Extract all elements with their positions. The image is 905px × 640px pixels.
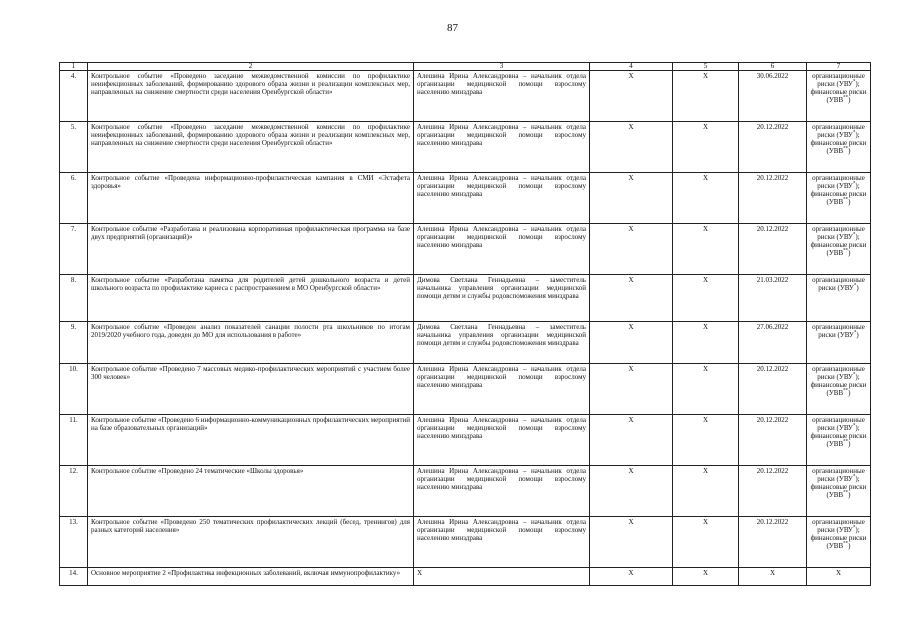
- row-col5-mark: Х: [673, 322, 739, 364]
- row-col4-mark: Х: [590, 568, 673, 586]
- row-date: 20.12.2022: [739, 173, 807, 224]
- row-description: Основное мероприятие 2 «Профилактика инфекционных заболеваний, включая иммунопрофилактику»: [88, 568, 414, 586]
- risk-footnote-mark: *: [852, 525, 856, 531]
- row-col4-mark: Х: [590, 275, 673, 322]
- row-col4-mark: Х: [590, 415, 673, 466]
- risk-footnote-mark: **: [843, 388, 849, 394]
- row-col4-mark: Х: [590, 517, 673, 568]
- row-description: Контрольное событие «Проведено заседание межведомственной комиссии по профилактике неинфекционных заболеваний, формированию здорового образа жизни и реализации комплексных мер, направленных на снижение смертности среди населения Оренбургской области»: [88, 122, 414, 173]
- risk-text: ); финансовые риски (УВВ: [810, 131, 867, 155]
- risk-text: организационные риски (УВУ: [812, 365, 865, 381]
- row-date: 20.12.2022: [739, 224, 807, 275]
- row-col4-mark: Х: [590, 364, 673, 415]
- row-col4-mark: Х: [590, 71, 673, 122]
- row-description: Контрольное событие «Проведена информационно-профилактическая кампания в СМИ «Эстафета здоровья»: [88, 173, 414, 224]
- row-risks: [807, 517, 871, 568]
- row-number: 10.: [60, 364, 88, 415]
- risk-footnote-mark: *: [853, 283, 857, 289]
- risk-text: ); финансовые риски (УВВ: [810, 526, 867, 550]
- risk-text: ); финансовые риски (УВВ: [810, 80, 867, 104]
- risk-text: организационные риски (УВУ: [812, 225, 865, 241]
- row-date: 30.06.2022: [739, 71, 807, 122]
- row-description: Контрольное событие «Разработана памятка для родителей детей дошкольного возраста и детей школьного возраста по профилактике кариеса с распространением в МО Оренбургской области»: [88, 275, 414, 322]
- table-row: [60, 415, 871, 466]
- row-risks: [807, 364, 871, 415]
- row-responsible: Х: [414, 568, 590, 586]
- row-description: Контрольное событие «Проведено 250 тематических профилактических лекций (бесед, тренингов) для разных категорий населения»: [88, 517, 414, 568]
- row-number: 12.: [60, 466, 88, 517]
- row-risks: [807, 322, 871, 364]
- risk-text: ): [848, 491, 851, 499]
- row-description: Контрольное событие «Проведено 7 массовых медико-профилактических мероприятий с участием более 300 человек»: [88, 364, 414, 415]
- column-header: 1: [60, 63, 88, 71]
- row-number: 7.: [60, 224, 88, 275]
- risk-text: ); финансовые риски (УВВ: [810, 424, 867, 448]
- row-number: 9.: [60, 322, 88, 364]
- row-description: Контрольное событие «Проведено 6 информационно-коммуникационных профилактических мероприятий на базе образовательных организаций»: [88, 415, 414, 466]
- risk-footnote-mark: *: [853, 330, 857, 336]
- risk-text: организационные риски (УВУ: [812, 174, 865, 190]
- column-header: 6: [739, 63, 807, 71]
- row-date: 20.12.2022: [739, 415, 807, 466]
- row-description: Контрольное событие «Проведено заседание межведомственной комиссии по профилактике неинфекционных заболеваний, формированию здорового образа жизни и реализации комплексных мер, направленных на снижение смертности среди населения Оренбургской области»: [88, 71, 414, 122]
- row-number: 4.: [60, 71, 88, 122]
- risk-text: ): [848, 147, 851, 155]
- row-risks: [807, 122, 871, 173]
- row-responsible: Алешина Ирина Александровна – начальник отдела организации медицинской помощи взрослому населению минздрава: [414, 466, 590, 517]
- risk-text: организационные риски (УВУ: [812, 276, 865, 292]
- risk-text: организационные риски (УВУ: [812, 467, 865, 483]
- risk-text: организационные риски (УВУ: [812, 518, 865, 534]
- row-responsible: Алешина Ирина Александровна – начальник отдела организации медицинской помощи взрослому населению минздрава: [414, 71, 590, 122]
- row-risks: [807, 466, 871, 517]
- row-risks: [807, 568, 871, 586]
- risk-footnote-mark: *: [852, 79, 856, 85]
- row-date: 20.12.2022: [739, 466, 807, 517]
- risk-text: организационные риски (УВУ: [812, 72, 865, 88]
- risk-text: ): [848, 249, 851, 257]
- row-col5-mark: Х: [673, 173, 739, 224]
- plan-table: [59, 62, 871, 586]
- risk-text: ): [856, 284, 859, 292]
- row-col4-mark: Х: [590, 322, 673, 364]
- row-date: 20.12.2022: [739, 517, 807, 568]
- row-col5-mark: Х: [673, 224, 739, 275]
- risk-footnote-mark: **: [843, 541, 849, 547]
- row-col4-mark: Х: [590, 122, 673, 173]
- table-row: [60, 568, 871, 586]
- row-number: 6.: [60, 173, 88, 224]
- row-description: Контрольное событие «Проведено 24 тематические «Школы здоровья»: [88, 466, 414, 517]
- row-risks: [807, 71, 871, 122]
- row-col5-mark: Х: [673, 517, 739, 568]
- row-responsible: Алешина Ирина Александровна – начальник отдела организации медицинской помощи взрослому населению минздрава: [414, 224, 590, 275]
- row-col5-mark: Х: [673, 71, 739, 122]
- risk-footnote-mark: *: [852, 474, 856, 480]
- row-col4-mark: Х: [590, 173, 673, 224]
- row-risks: [807, 224, 871, 275]
- table-row: [60, 173, 871, 224]
- table-row: [60, 122, 871, 173]
- risk-text: организационные риски (УВУ: [812, 323, 865, 339]
- row-responsible: Алешина Ирина Александровна – начальник отдела организации медицинской помощи взрослому населению минздрава: [414, 122, 590, 173]
- table-header-row: [60, 63, 871, 71]
- risk-text: ); финансовые риски (УВВ: [810, 182, 867, 206]
- risk-footnote-mark: **: [843, 490, 849, 496]
- risk-text: ); финансовые риски (УВВ: [810, 373, 867, 397]
- row-number: 11.: [60, 415, 88, 466]
- row-responsible: Алешина Ирина Александровна – начальник отдела организации медицинской помощи взрослому населению минздрава: [414, 517, 590, 568]
- column-header: 2: [88, 63, 414, 71]
- risk-text: ): [848, 96, 851, 104]
- row-number: 14.: [60, 568, 88, 586]
- risk-text: ): [848, 389, 851, 397]
- row-responsible: Алешина Ирина Александровна – начальник отдела организации медицинской помощи взрослому населению минздрава: [414, 415, 590, 466]
- row-date: 20.12.2022: [739, 364, 807, 415]
- risk-text: ): [856, 331, 859, 339]
- row-number: 5.: [60, 122, 88, 173]
- row-col5-mark: Х: [673, 466, 739, 517]
- column-header: 3: [414, 63, 590, 71]
- row-col5-mark: Х: [673, 122, 739, 173]
- risk-text: ): [848, 542, 851, 550]
- risk-text: ); финансовые риски (УВВ: [810, 475, 867, 499]
- page-number: 87: [447, 22, 458, 34]
- row-number: 8.: [60, 275, 88, 322]
- column-header: 7: [807, 63, 871, 71]
- table-row: [60, 517, 871, 568]
- risk-footnote-mark: *: [852, 372, 856, 378]
- row-responsible: Алешина Ирина Александровна – начальник отдела организации медицинской помощи взрослому населению минздрава: [414, 173, 590, 224]
- risk-text: ): [848, 198, 851, 206]
- row-risks: [807, 415, 871, 466]
- row-responsible: Алешина Ирина Александровна – начальник отдела организации медицинской помощи взрослому населению минздрава: [414, 364, 590, 415]
- row-col5-mark: Х: [673, 568, 739, 586]
- risk-text: организационные риски (УВУ: [812, 123, 865, 139]
- row-col4-mark: Х: [590, 466, 673, 517]
- risk-footnote-mark: **: [843, 439, 849, 445]
- risk-footnote-mark: **: [843, 248, 849, 254]
- row-date: 20.12.2022: [739, 122, 807, 173]
- risk-footnote-mark: **: [843, 146, 849, 152]
- row-date: 21.03.2022: [739, 275, 807, 322]
- table-row: [60, 322, 871, 364]
- row-responsible: Димова Светлана Геннадьевна – заместитель начальника управления организации медицинской помощи детям и службы родовспоможения минздрава: [414, 275, 590, 322]
- risk-text: ); финансовые риски (УВВ: [810, 233, 867, 257]
- risk-text: ): [848, 440, 851, 448]
- row-description: Контрольное событие «Проведен анализ показателей санации полости рта школьников по итогам 2019/2020 учебного года, доведен до МО для использования в работе»: [88, 322, 414, 364]
- row-col5-mark: Х: [673, 364, 739, 415]
- risk-footnote-mark: **: [843, 95, 849, 101]
- row-risks: [807, 275, 871, 322]
- column-header: 5: [673, 63, 739, 71]
- column-header: 4: [590, 63, 673, 71]
- table-row: [60, 71, 871, 122]
- risk-text: организационные риски (УВУ: [812, 416, 865, 432]
- table-row: [60, 275, 871, 322]
- row-col4-mark: Х: [590, 224, 673, 275]
- row-date: Х: [739, 568, 807, 586]
- row-description: Контрольное событие «Разработана и реализована корпоративная профилактическая программа на базе двух предприятий (организаций)»: [88, 224, 414, 275]
- risk-text: Х: [835, 569, 842, 577]
- risk-footnote-mark: *: [852, 130, 856, 136]
- row-number: 13.: [60, 517, 88, 568]
- row-col5-mark: Х: [673, 415, 739, 466]
- row-responsible: Димова Светлана Геннадьевна – заместитель начальника управления организации медицинской помощи детям и службы родовспоможения минздрава: [414, 322, 590, 364]
- table-row: [60, 466, 871, 517]
- row-col5-mark: Х: [673, 275, 739, 322]
- risk-footnote-mark: *: [852, 423, 856, 429]
- risk-footnote-mark: *: [852, 181, 856, 187]
- risk-footnote-mark: *: [852, 232, 856, 238]
- risk-footnote-mark: **: [843, 197, 849, 203]
- row-date: 27.06.2022: [739, 322, 807, 364]
- table-row: [60, 364, 871, 415]
- row-risks: [807, 173, 871, 224]
- table-row: [60, 224, 871, 275]
